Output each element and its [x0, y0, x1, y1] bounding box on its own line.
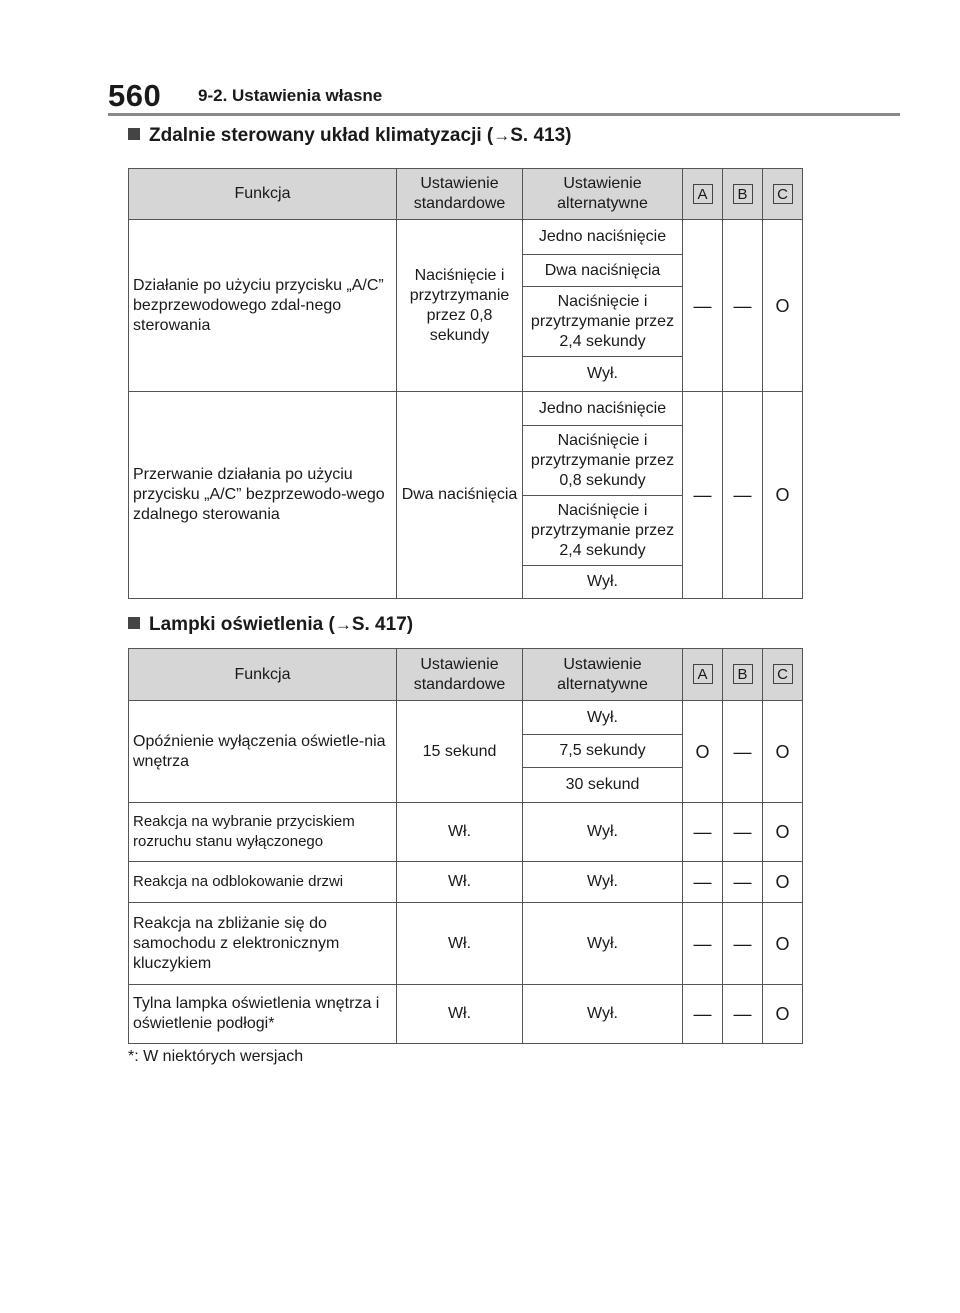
- alternative-cell: Naciśnięcie i przytrzymanie przez 2,4 sekundy: [523, 287, 683, 357]
- alternative-cell: Naciśnięcie i przytrzymanie przez 0,8 sekundy: [523, 426, 683, 496]
- value-a: —: [683, 862, 723, 903]
- function-cell: Opóźnienie wyłączenia oświetle-nia wnętrza: [129, 701, 397, 803]
- header-a: [683, 649, 723, 701]
- alternative-cell: Wył.: [523, 701, 683, 735]
- value-b: —: [723, 803, 763, 862]
- table-row: [129, 903, 803, 985]
- function-cell: Tylna lampka oświetlenia wnętrza i oświetlenie podłogi*: [129, 985, 397, 1044]
- value-b: —: [723, 862, 763, 903]
- alternative-cell: Jedno naciśnięcie: [523, 220, 683, 255]
- value-a: —: [683, 903, 723, 985]
- value-b: —: [723, 985, 763, 1044]
- arrow-icon: →: [493, 126, 511, 145]
- box-b-icon: B: [733, 664, 753, 684]
- header-alternative: Ustawienie alternatywne: [523, 649, 683, 701]
- table-row: [129, 862, 803, 903]
- alternative-cell: Wył.: [523, 357, 683, 392]
- alternative-cell: Wył.: [523, 566, 683, 599]
- chapter-title: 9-2. Ustawienia własne: [198, 86, 383, 105]
- header-alternative: Ustawienie alternatywne: [523, 169, 683, 220]
- box-a-icon: A: [693, 664, 713, 684]
- value-b: —: [723, 220, 763, 392]
- table-row: [129, 392, 803, 426]
- alternative-cell: 30 sekund: [523, 768, 683, 803]
- standard-cell: Dwa naciśnięcia: [397, 392, 523, 599]
- box-b-icon: B: [733, 184, 753, 204]
- table-row: [129, 701, 803, 735]
- value-b: —: [723, 392, 763, 599]
- section-title-climate: [128, 125, 572, 147]
- header-standard: Ustawienie standardowe: [397, 649, 523, 701]
- box-c-icon: C: [773, 664, 793, 684]
- page-number: 560: [108, 78, 162, 113]
- lights-settings-table: [128, 648, 803, 1044]
- table-header-row: [129, 649, 803, 701]
- alternative-cell: 7,5 sekundy: [523, 735, 683, 768]
- table-row: [129, 985, 803, 1044]
- table-header-row: [129, 169, 803, 220]
- standard-cell: Wł.: [397, 903, 523, 985]
- standard-cell: Wł.: [397, 803, 523, 862]
- value-a: —: [683, 392, 723, 599]
- alternative-cell: Wył.: [523, 903, 683, 985]
- section-ref: S. 413): [510, 125, 572, 146]
- table-row: [129, 803, 803, 862]
- alternative-cell: Wył.: [523, 862, 683, 903]
- box-a-icon: A: [693, 184, 713, 204]
- bullet-square-icon: [128, 128, 140, 140]
- table-row: [129, 220, 803, 255]
- header-c: [763, 649, 803, 701]
- value-c: O: [763, 701, 803, 803]
- function-cell: Przerwanie działania po użyciu przycisku „A/C” bezprzewodo-wego zdalnego sterowania: [129, 392, 397, 599]
- section-title-lights: [128, 614, 413, 636]
- header-function: Funkcja: [129, 649, 397, 701]
- header-b: [723, 649, 763, 701]
- function-cell: Reakcja na odblokowanie drzwi: [129, 862, 397, 903]
- alternative-cell: Naciśnięcie i przytrzymanie przez 2,4 sekundy: [523, 496, 683, 566]
- value-c: O: [763, 903, 803, 985]
- alternative-cell: Wył.: [523, 803, 683, 862]
- header-standard: Ustawienie standardowe: [397, 169, 523, 220]
- header-c: [763, 169, 803, 220]
- function-cell: Reakcja na wybranie przyciskiem rozruchu stanu wyłączonego: [129, 803, 397, 862]
- function-cell: Działanie po użyciu przycisku „A/C” bezprzewodowego zdal-nego sterowania: [129, 220, 397, 392]
- value-a: O: [683, 701, 723, 803]
- box-c-icon: C: [773, 184, 793, 204]
- standard-cell: Naciśnięcie i przytrzymanie przez 0,8 sekundy: [397, 220, 523, 392]
- alternative-cell: Jedno naciśnięcie: [523, 392, 683, 426]
- header-a: [683, 169, 723, 220]
- bullet-square-icon: [128, 617, 140, 629]
- section-ref: S. 417): [351, 614, 414, 635]
- value-a: —: [683, 803, 723, 862]
- function-cell: Reakcja na zbliżanie się do samochodu z elektronicznym kluczykiem: [129, 903, 397, 985]
- footnote: *: W niektórych wersjach: [128, 1048, 304, 1065]
- section-title-text: Zdalnie sterowany układ klimatyzacji (: [149, 125, 494, 146]
- section-title-text: Lampki oświetlenia (: [149, 614, 335, 635]
- alternative-cell: Dwa naciśnięcia: [523, 255, 683, 287]
- standard-cell: 15 sekund: [397, 701, 523, 803]
- alternative-cell: Wył.: [523, 985, 683, 1044]
- value-c: O: [763, 392, 803, 599]
- header-rule: [108, 113, 900, 116]
- value-c: O: [763, 862, 803, 903]
- value-a: —: [683, 220, 723, 392]
- standard-cell: Wł.: [397, 862, 523, 903]
- arrow-icon: →: [334, 615, 352, 634]
- header-b: [723, 169, 763, 220]
- value-b: —: [723, 701, 763, 803]
- value-c: O: [763, 985, 803, 1044]
- value-c: O: [763, 220, 803, 392]
- value-c: O: [763, 803, 803, 862]
- header-function: Funkcja: [129, 169, 397, 220]
- climate-settings-table: [128, 168, 803, 599]
- value-b: —: [723, 903, 763, 985]
- standard-cell: Wł.: [397, 985, 523, 1044]
- value-a: —: [683, 985, 723, 1044]
